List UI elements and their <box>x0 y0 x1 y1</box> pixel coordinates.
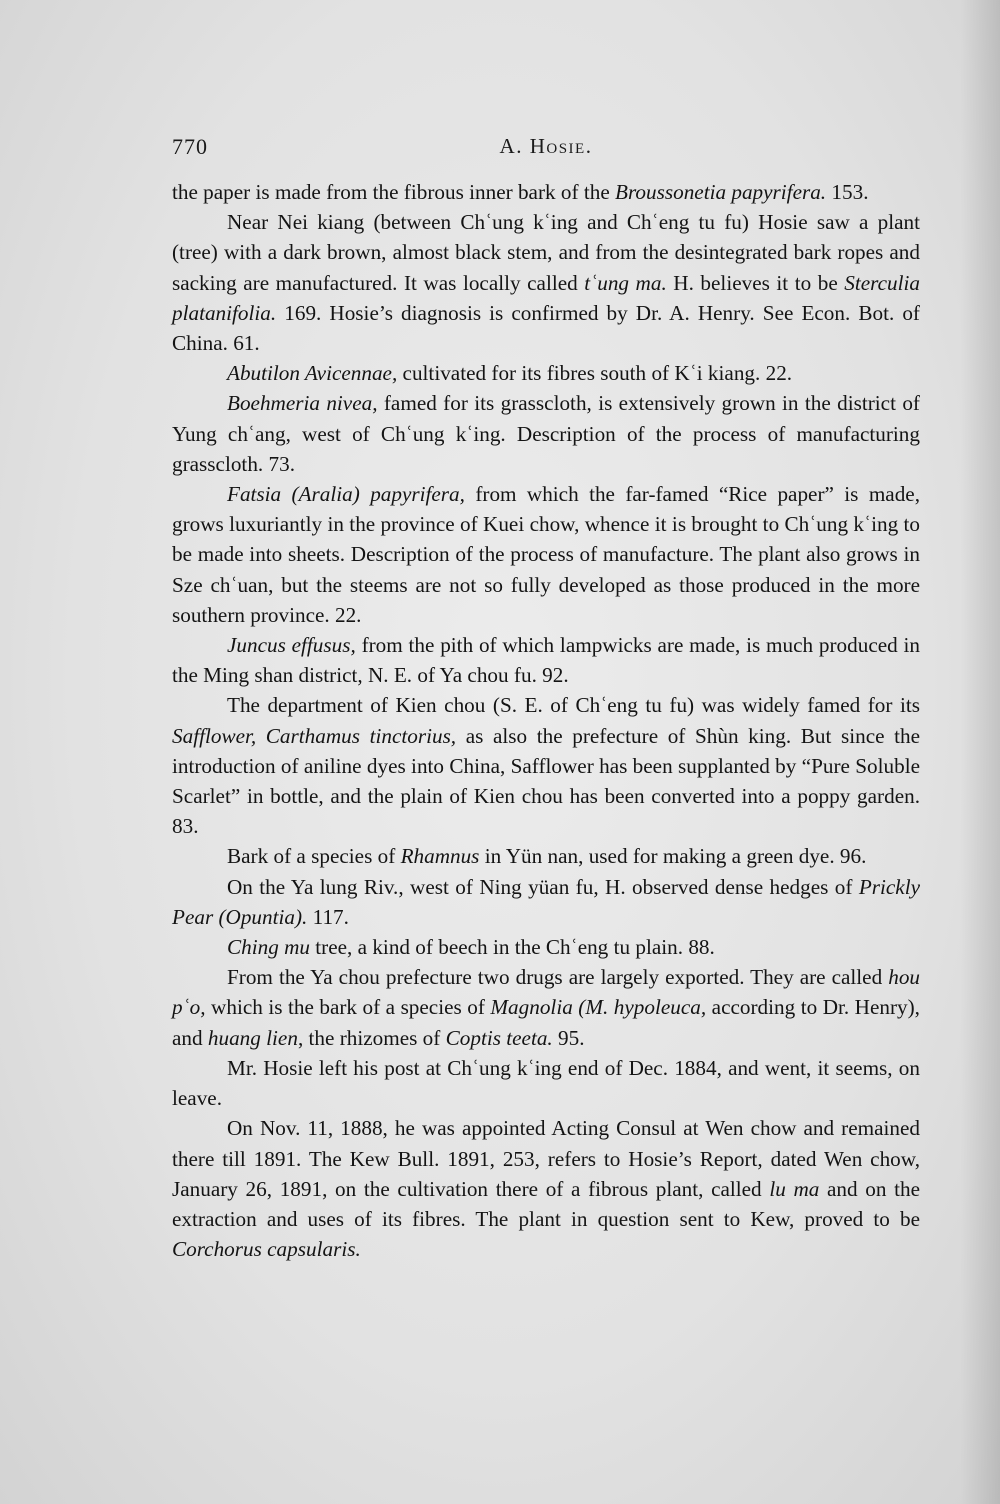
text-run: , the rhizomes of <box>297 1025 446 1050</box>
italic-term: Safflower, Carthamus tinctorius, <box>172 723 457 748</box>
paragraph <box>172 1053 920 1113</box>
running-head-text: A. Hosie. <box>499 134 593 158</box>
italic-term: Coptis teeta. <box>445 1025 553 1050</box>
paragraph <box>172 962 920 1053</box>
text-run: 95. <box>552 1025 585 1050</box>
italic-term: lu ma <box>769 1176 820 1201</box>
text-run: Mr. Hosie left his post at Chʿung kʿing end of Dec. 1884, and went, it seems, on leave. <box>172 1055 920 1111</box>
paragraph <box>172 1113 920 1264</box>
text-run: as also the prefecture of Shùn king. But since the introduction of aniline dyes into China, Safflower has been supplanted by “Pure Soluble Scarlet” in bottle, and the plain of Kien chou has been converted into a poppy garden. 83. <box>172 723 920 839</box>
italic-term: Abutilon Avicennae, <box>227 361 398 386</box>
text-run: 153. <box>826 180 869 204</box>
text-run: from which the far-famed “Rice paper” is made, grows luxuriantly in the province of Kuei chow, whence it is brought to Chʿung kʿing to be made into sheets. Description of the process of manufacture. The plant also grows in Sze chʿuan, but the steems are not so fully developed as those produced in the more southern province. 22. <box>172 482 920 627</box>
text-run: the paper is made from the fibrous inner bark of the <box>172 180 616 204</box>
italic-term: tʿung ma. <box>584 270 667 295</box>
text-run: 169. Hosie’s diagnosis is confirmed by Dr. A. Henry. See Econ. Bot. of China. 61. <box>172 300 920 356</box>
paragraph <box>172 177 920 207</box>
text-run: tree, a kind of beech in the Chʿeng tu plain. 88. <box>310 935 715 960</box>
italic-term: Fatsia (Aralia) papyrifera, <box>227 482 465 507</box>
page-header <box>172 128 920 168</box>
paragraph <box>172 388 920 479</box>
italic-term: Juncus effusus, <box>227 633 356 658</box>
running-head <box>172 134 920 159</box>
text-run: On Nov. 11, 1888, he was appointed Acting Consul at Wen chow and remained there till 1891. The Kew Bull. 1891, 253, refers to Hosie’s Report, dated Wen chow, January 26, 1891, on the cultivation there of a fibrous plant, called <box>172 1116 920 1201</box>
body-text <box>172 177 920 1264</box>
text-run: Near Nei kiang (between Chʿung kʿing and Chʿeng tu fu) Hosie saw a plant (tree) with a dark brown, almost black stem, and from the desintegrated bark ropes and sacking are manufactured. It was locally called <box>172 210 920 295</box>
italic-term: Prickly Pear (Opuntia). <box>172 874 920 929</box>
text-run: cultivated for its fibres south of Kʿi kiang. 22. <box>397 361 793 386</box>
text-run: from the pith of which lampwicks are made, is much produced in the Ming shan district, N. E. of Ya chou fu. 92. <box>172 633 920 688</box>
italic-term: huang lien <box>207 1025 298 1050</box>
italic-term: Magnolia (M. hypoleuca, <box>490 995 707 1020</box>
text-run: Bark of a species of <box>227 844 401 869</box>
text-run: On the Ya lung Riv., west of Ning yüan fu, H. observed dense hedges of <box>227 874 859 899</box>
italic-term: hou pʿo, <box>172 965 920 1020</box>
text-run: H. believes it to be <box>666 270 845 295</box>
italic-term: Broussonetia papyrifera. <box>615 180 827 204</box>
text-run: and on the extraction and uses of its fibres. The plant in question sent to Kew, proved to be <box>172 1176 921 1231</box>
text-run: The department of Kien chou (S. E. of Chʿeng tu fu) was widely famed for its <box>227 693 920 718</box>
text-run: From the Ya chou prefecture two drugs are largely exported. They are called <box>227 965 889 990</box>
italic-term: Rhamnus <box>400 844 480 869</box>
text-run: 117. <box>307 904 349 929</box>
text-run: according to Dr. Henry), and <box>172 995 920 1050</box>
text-run: in Yün nan, used for making a green dye. 96. <box>479 844 867 869</box>
paragraph <box>172 358 920 388</box>
italic-term: Ching mu <box>227 935 310 960</box>
paragraph <box>172 932 920 962</box>
paragraph <box>172 841 920 871</box>
paragraph <box>172 207 920 358</box>
paragraph <box>172 690 920 841</box>
italic-term: Sterculia platanifolia. <box>172 270 920 325</box>
paragraph <box>172 479 920 630</box>
paragraph <box>172 630 920 690</box>
page-number: 770 <box>172 134 208 159</box>
italic-term: Corchorus capsularis. <box>172 1237 361 1262</box>
text-run: which is the bark of a species of <box>205 995 491 1020</box>
text-run: famed for its grasscloth, is extensively grown in the district of Yung chʿang, west of Chʿung kʿing. Description of the process of manufacturing grasscloth. 73. <box>172 391 920 476</box>
italic-term: Boehmeria nivea, <box>227 391 378 416</box>
paragraph <box>172 872 920 932</box>
